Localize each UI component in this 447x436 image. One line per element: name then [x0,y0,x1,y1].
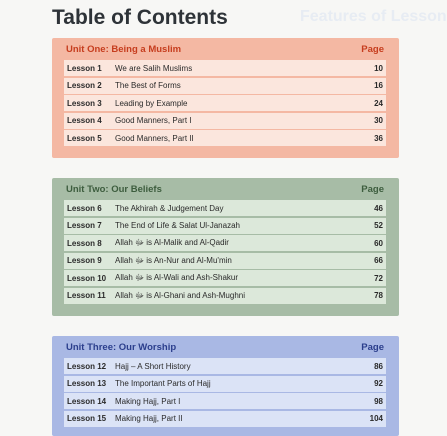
lesson-page: 66 [374,256,383,265]
lesson-page: 60 [374,238,383,248]
lesson-row[interactable] [64,200,386,216]
lesson-title: Making Hajj, Part II [115,414,183,423]
lesson-title: The End of Life & Salat Ul-Janazah [115,221,240,230]
lesson-number: Lesson 1 [67,63,102,73]
lesson-page: 78 [374,291,383,300]
lesson-number: Lesson 14 [67,396,107,406]
lesson-number: Lesson 5 [67,133,102,143]
lesson-title: The Important Parts of Hajj [115,379,211,388]
lesson-number: Lesson 13 [67,379,107,388]
lesson-row[interactable] [64,393,386,409]
page-column-label: Page [361,43,384,55]
unit-two-section [52,178,399,316]
unit-three-section [52,336,399,436]
lesson-page: 72 [374,273,383,283]
lesson-row[interactable] [64,411,386,427]
lesson-title: Leading by Example [115,98,188,108]
lesson-row[interactable] [64,253,386,269]
lesson-number: Lesson 6 [67,203,102,213]
lesson-title: Allah ﷻ is An-Nur and Al-Mu'min [115,255,232,265]
lesson-page: 30 [374,116,383,125]
lesson-number: Lesson 2 [67,81,102,90]
lesson-page: 36 [374,133,383,143]
lesson-page: 16 [374,81,383,90]
lesson-row[interactable] [64,376,386,392]
lesson-page: 92 [374,379,383,388]
lesson-number: Lesson 10 [67,273,107,283]
lesson-title: Allah ﷻ is Al-Wali and Ash-Shakur [115,273,239,282]
lesson-row[interactable] [64,78,386,94]
unit-one-section [52,38,399,158]
lesson-page: 98 [374,396,383,406]
lesson-title: Good Manners, Part II [115,133,194,143]
lesson-number: Lesson 9 [67,256,102,265]
lesson-row[interactable] [64,288,386,304]
lesson-row[interactable] [64,95,386,111]
lesson-row[interactable] [64,60,386,76]
unit-title: Unit Three: Our Worship [66,341,177,353]
lesson-row[interactable] [64,235,386,251]
lesson-row[interactable] [64,358,386,374]
lesson-page: 104 [369,414,383,423]
lesson-row[interactable] [64,113,386,129]
lesson-row[interactable] [64,270,386,286]
lesson-title: Making Hajj, Part I [115,396,181,406]
lesson-title: We are Salih Muslims [115,63,193,73]
lesson-row[interactable] [64,130,386,146]
page-column-label: Page [361,341,384,353]
lesson-title: Hajj – A Short History [115,361,191,371]
lesson-number: Lesson 11 [67,291,106,300]
lesson-row[interactable] [64,218,386,234]
lesson-number: Lesson 8 [67,238,102,248]
unit-header [52,178,399,200]
lesson-title: The Akhirah & Judgement Day [115,203,224,213]
lesson-title: The Best of Forms [115,81,181,90]
lesson-title: Allah ﷻ is Al-Ghani and Ash-Mughni [115,290,245,300]
lesson-page: 24 [374,98,383,108]
lesson-number: Lesson 12 [67,361,107,371]
lesson-number: Lesson 15 [67,414,107,423]
lesson-page: 10 [374,63,383,73]
lesson-title: Good Manners, Part I [115,116,192,125]
lesson-title: Allah ﷻ is Al-Malik and Al-Qadir [115,238,229,247]
lesson-page: 86 [374,361,383,371]
unit-title: Unit One: Being a Muslim [66,43,182,55]
lesson-number: Lesson 7 [67,221,102,230]
lesson-number: Lesson 4 [67,116,102,125]
lesson-page: 52 [374,221,383,230]
unit-header [52,336,399,358]
lesson-page: 46 [374,203,383,213]
lesson-number: Lesson 3 [67,98,102,108]
faded-background-heading: Features of Lesson [300,8,447,25]
unit-title: Unit Two: Our Beliefs [66,183,162,195]
page-column-label: Page [361,183,384,195]
unit-header [52,38,399,60]
page-title: Table of Contents [52,6,228,29]
